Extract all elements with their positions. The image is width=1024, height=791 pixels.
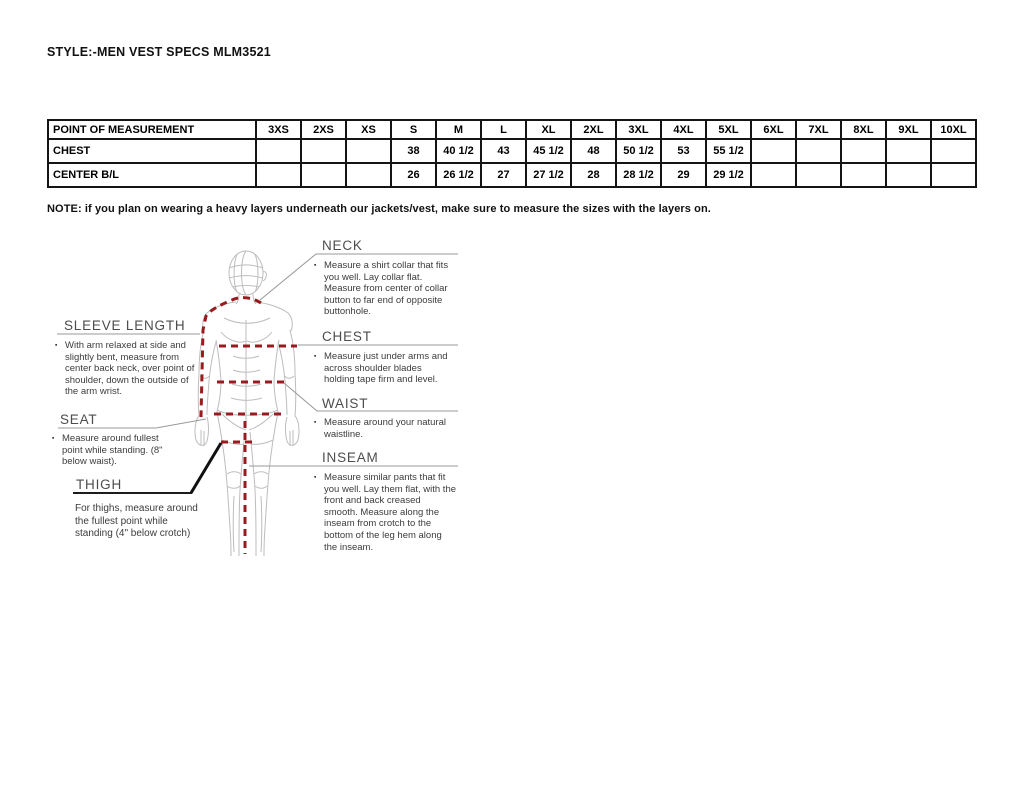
bullet-icon: ▪ [314,262,317,269]
size-value-cell: 38 [391,139,436,163]
size-column-header: XS [346,120,391,139]
bullet-icon: ▪ [52,435,55,442]
bullet-icon: ▪ [314,474,317,481]
callout-seat-title: SEAT [60,412,98,427]
size-column-header: 8XL [841,120,886,139]
callout-inseam-title: INSEAM [322,450,379,465]
callout-waist-title: WAIST [322,396,369,411]
point-of-measurement-header: POINT OF MEASUREMENT [48,120,256,139]
size-value-cell: 48 [571,139,616,163]
size-value-cell: 43 [481,139,526,163]
size-value-cell: 29 1/2 [706,163,751,187]
bullet-icon: ▪ [314,353,317,360]
size-column-header: 6XL [751,120,796,139]
size-column-header: 9XL [886,120,931,139]
callout-inseam-body: ▪ Measure similar pants that fit you well. Lay them flat, with the front and back creased smooth. Measure along the inseam from crotch to the bottom of the leg hem along the inseam. [314,472,457,553]
callout-seat-body: ▪ Measure around fullest point while standing. (8" below waist). [52,433,163,468]
callout-thigh-body: For thighs, measure around the fullest point while standing (4" below crotch) [75,503,198,539]
size-value-cell: 26 1/2 [436,163,481,187]
size-value-cell: 26 [391,163,436,187]
size-value-cell: 27 [481,163,526,187]
callout-inseam [322,450,458,465]
size-value-cell: 29 [661,163,706,187]
size-value-cell: 27 1/2 [526,163,571,187]
callout-neck-title: NECK [322,238,363,253]
thigh-leader-line [191,443,221,493]
size-column-header: 2XS [301,120,346,139]
note-text: NOTE: if you plan on wearing a heavy layers underneath our jackets/vest, make sure to measure the sizes with the layers on. [47,203,711,215]
callout-waist-body: ▪ Measure around your natural waistline. [314,417,446,440]
size-column-header: 4XL [661,120,706,139]
measurement-lines [201,298,297,554]
callout-chest-body: ▪ Measure just under arms and across shoulder blades holding tape firm and level. [314,351,448,386]
callout-thigh-title: THIGH [76,477,122,492]
measurement-row-label: CENTER B/L [48,163,256,187]
callout-neck-body: ▪ Measure a shirt collar that fits you well. Lay collar flat. Measure from center of collar button to far end of opposite buttonhole. [314,260,449,318]
size-column-header: 10XL [931,120,976,139]
size-column-header: 7XL [796,120,841,139]
size-column-header: M [436,120,481,139]
size-value-cell: 40 1/2 [436,139,481,163]
callout-sleeve-body: ▪ With arm relaxed at side and slightly bent, measure from center back neck, over point of shoulder, down the outside of the arm wrist. [55,340,195,398]
size-column-header: S [391,120,436,139]
size-value-cell: 45 1/2 [526,139,571,163]
size-column-header: 3XS [256,120,301,139]
size-column-header: L [481,120,526,139]
callout-neck [322,238,458,253]
bullet-icon: ▪ [314,419,317,426]
size-column-header: 2XL [571,120,616,139]
size-value-cell: 28 1/2 [616,163,661,187]
callout-sleeve [64,318,194,333]
neck-sleeve-measure-line [201,298,261,417]
size-column-header: 5XL [706,120,751,139]
callout-thigh [76,477,194,492]
measurement-row-label: CHEST [48,139,256,163]
callout-chest [322,329,458,344]
callout-seat [60,412,157,427]
size-column-header: 3XL [616,120,661,139]
size-value-cell: 28 [571,163,616,187]
page-title: STYLE:-MEN VEST SPECS MLM3521 [47,45,271,59]
callout-sleeve-title: SLEEVE LENGTH [64,318,186,333]
size-value-cell: 55 1/2 [706,139,751,163]
bullet-icon: ▪ [55,342,58,349]
size-value-cell: 53 [661,139,706,163]
callout-chest-title: CHEST [322,329,372,344]
size-column-header: XL [526,120,571,139]
callout-waist [322,396,458,411]
size-value-cell: 50 1/2 [616,139,661,163]
